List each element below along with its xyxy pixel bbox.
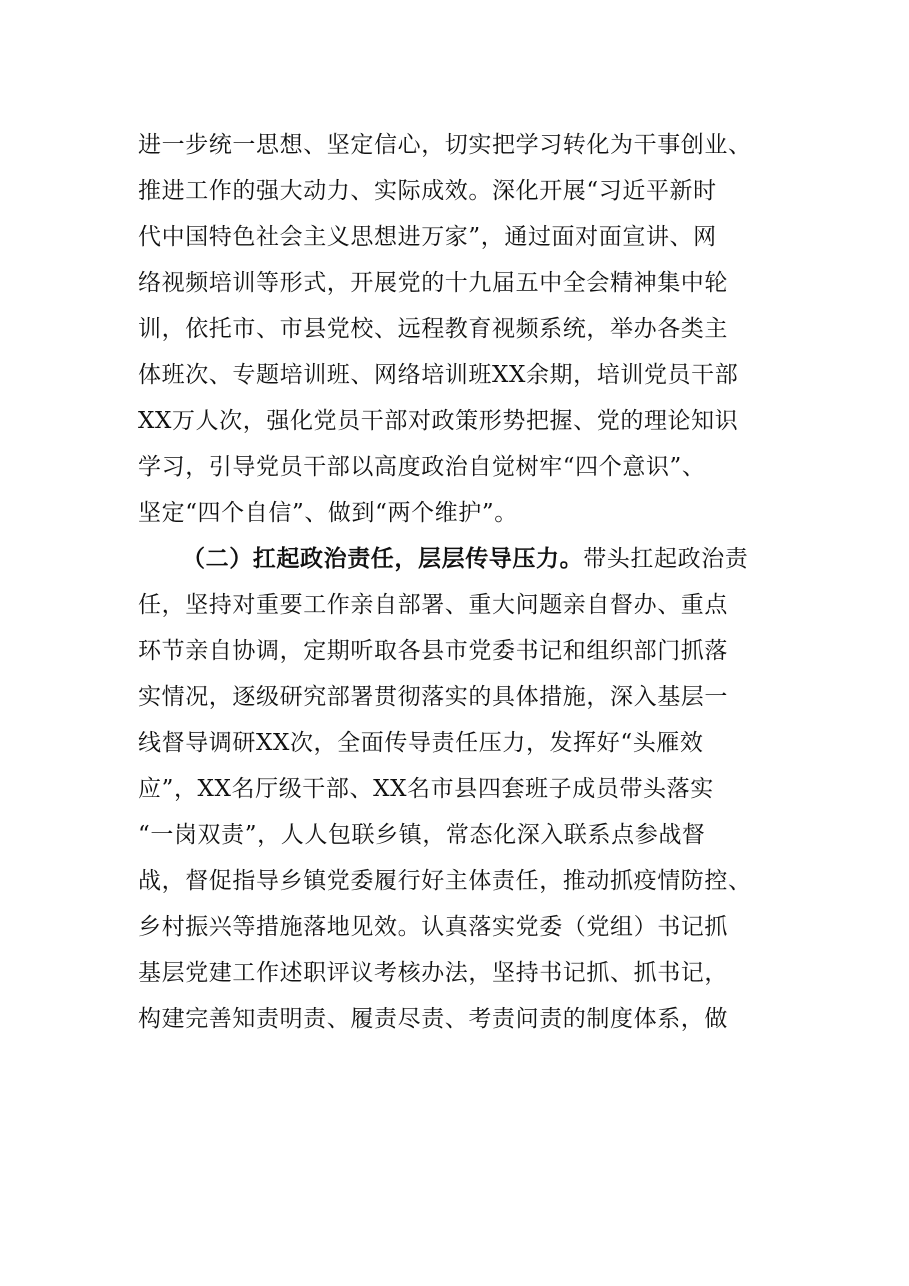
paragraph-1 — [138, 122, 778, 536]
text-line: 坚定“四个自信”、做到“两个维护”。 — [138, 500, 518, 526]
text-line: 线督导调研XX次，全面传导责任压力，发挥好“头雁效 — [138, 730, 704, 756]
text-line: 实情况，逐级研究部署贯彻落实的具体措施，深入基层一 — [138, 684, 728, 710]
text-line: 构建完善知责明责、履责尽责、考责问责的制度体系，做 — [138, 1006, 728, 1032]
paragraph-first-line — [138, 536, 778, 582]
paragraph-2 — [138, 536, 778, 1042]
text-line: 学习，引导党员干部以高度政治自觉树牢“四个意识”、 — [138, 454, 706, 480]
text-run: 带头扛起政治责 — [583, 546, 749, 572]
text-line: 应”，XX名厅级干部、XX名市县四套班子成员带头落实 — [138, 776, 714, 802]
section-heading: （二）扛起政治责任，层层传导压力。 — [182, 545, 584, 572]
text-line: 战，督促指导乡镇党委履行好主体责任，推动抓疫情防控、 — [138, 868, 752, 894]
document-body — [138, 122, 778, 1042]
text-line: 代中国特色社会主义思想进万家”，通过面对面宣讲、网 — [138, 224, 717, 250]
text-line: 任，坚持对重要工作亲自部署、重大问题亲自督办、重点 — [138, 592, 728, 618]
text-line: “一岗双责”，人人包联乡镇，常态化深入联系点参战督 — [138, 822, 706, 848]
text-line: 络视频培训等形式，开展党的十九届五中全会精神集中轮 — [138, 270, 728, 296]
text-line: 环节亲自协调，定期听取各县市党委书记和组织部门抓落 — [138, 638, 728, 664]
text-line: 基层党建工作述职评议考核办法，坚持书记抓、抓书记， — [138, 960, 728, 986]
text-line: XX万人次，强化党员干部对政策形势把握、党的理论知识 — [138, 408, 739, 434]
text-line: 体班次、专题培训班、网络培训班XX余期，培训党员干部 — [138, 362, 739, 388]
text-line: 推进工作的强大动力、实际成效。深化开展“习近平新时 — [138, 178, 717, 204]
text-line: 训，依托市、市县党校、远程教育视频系统，举办各类主 — [138, 316, 728, 342]
text-line: 进一步统一思想、坚定信心，切实把学习转化为干事创业、 — [138, 132, 752, 158]
text-line: 乡村振兴等措施落地见效。认真落实党委（党组）书记抓 — [138, 914, 728, 940]
